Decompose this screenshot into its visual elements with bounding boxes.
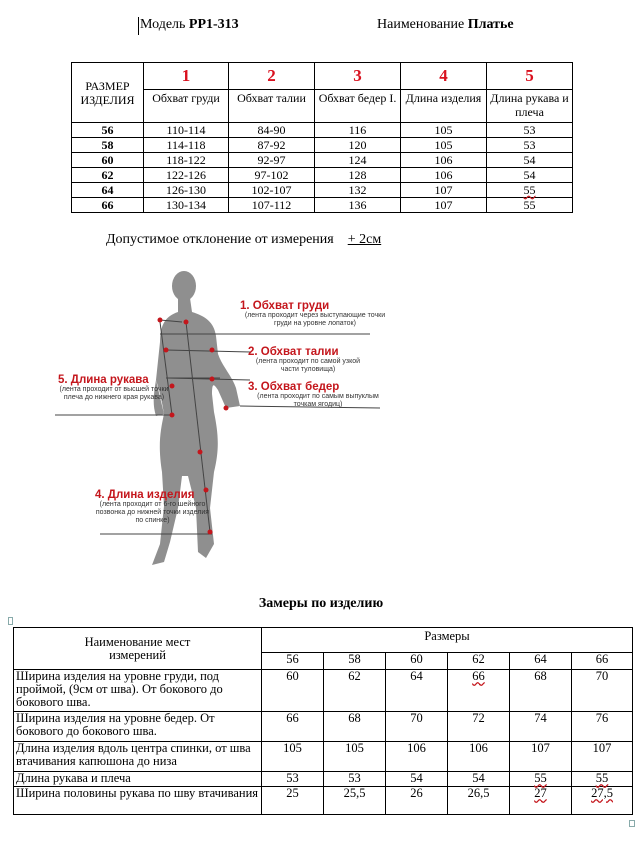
value-cell: 55 — [487, 183, 573, 198]
measure-value: 105 — [324, 742, 386, 772]
tolerance-text: Допустимое отклонение от измерения — [106, 232, 334, 247]
label-hips-sub: (лента проходит по самым выпуклым точкам ягодиц) — [257, 393, 379, 408]
measure-value: 72 — [448, 712, 510, 742]
name-label: Наименование — [377, 17, 465, 32]
size-corner-header: РАЗМЕР ИЗДЕЛИЯ — [72, 63, 144, 123]
tolerance-value: + 2см — [347, 232, 382, 247]
measure-value: 53 — [324, 772, 386, 787]
sizes-header: Размеры — [262, 628, 633, 653]
value-cell: 124 — [315, 153, 401, 168]
measure-value: 27,5 — [572, 787, 633, 815]
table-row — [72, 138, 573, 153]
col-header-waist: Обхват талии — [229, 90, 315, 123]
col-number-2: 2 — [229, 63, 315, 90]
table-row — [14, 772, 633, 787]
label-chest-sub: (лента проходит через выступающие точки груди на уровне лопаток) — [244, 312, 386, 327]
value-cell: 53 — [487, 123, 573, 138]
measure-value: 70 — [386, 712, 448, 742]
measure-value: 53 — [262, 772, 324, 787]
measure-value: 66 — [448, 670, 510, 712]
value-cell: 120 — [315, 138, 401, 153]
value-cell: 107-112 — [229, 198, 315, 213]
col-number-1: 1 — [144, 63, 229, 90]
size-cell: 64 — [72, 183, 144, 198]
measure-value: 26,5 — [448, 787, 510, 815]
size-header-cell: 56 — [262, 653, 324, 670]
label-chest-title: 1. Обхват груди — [240, 300, 330, 312]
label-length — [95, 489, 210, 525]
size-cell: 58 — [72, 138, 144, 153]
value-cell: 122-126 — [144, 168, 229, 183]
measurements-title: Замеры по изделию — [258, 596, 384, 611]
table-row — [72, 168, 573, 183]
measure-value: 62 — [324, 670, 386, 712]
label-sleeve — [58, 374, 170, 402]
measure-value: 55 — [572, 772, 633, 787]
value-cell: 87-92 — [229, 138, 315, 153]
value-cell: 114-118 — [144, 138, 229, 153]
measure-value: 68 — [324, 712, 386, 742]
value-cell: 128 — [315, 168, 401, 183]
size-header-cell: 58 — [324, 653, 386, 670]
measure-value: 107 — [510, 742, 572, 772]
model-label: Модель — [140, 17, 186, 32]
measure-value: 25,5 — [324, 787, 386, 815]
table-row — [72, 123, 573, 138]
value-cell: 107 — [401, 183, 487, 198]
value-cell: 110-114 — [144, 123, 229, 138]
text-cursor — [138, 17, 139, 35]
col-number-3: 3 — [315, 63, 401, 90]
value-cell: 55 — [487, 198, 573, 213]
value-cell: 54 — [487, 168, 573, 183]
label-waist-title: 2. Обхват талии — [248, 346, 339, 358]
size-table — [71, 62, 573, 213]
table-row — [72, 198, 573, 213]
size-cell: 66 — [72, 198, 144, 213]
label-sleeve-sub: (лента проходит от высшей точки плеча до нижнего края рукава) — [59, 386, 169, 401]
size-header-cell: 64 — [510, 653, 572, 670]
anchor-mark — [8, 617, 13, 625]
measure-value: 76 — [572, 712, 633, 742]
size-header-cell: 62 — [448, 653, 510, 670]
size-cell: 62 — [72, 168, 144, 183]
measure-name: Ширина половины рукава по шву втачивания — [14, 787, 262, 815]
measure-name: Ширина изделия на уровне груди, под проймой, (9см от шва). От бокового до бокового шва. — [14, 670, 262, 712]
measure-value: 105 — [262, 742, 324, 772]
measure-value: 64 — [386, 670, 448, 712]
col-header-sleeve: Длина рукава и плеча — [487, 90, 573, 123]
measure-value: 25 — [262, 787, 324, 815]
name-line — [377, 17, 514, 33]
value-cell: 54 — [487, 153, 573, 168]
measure-value: 107 — [572, 742, 633, 772]
label-length-title: 4. Длина изделия — [95, 489, 195, 501]
table-row — [14, 670, 633, 712]
label-chest — [240, 300, 390, 328]
col-header-chest: Обхват груди — [144, 90, 229, 123]
value-cell: 126-130 — [144, 183, 229, 198]
value-cell: 116 — [315, 123, 401, 138]
value-cell: 84-90 — [229, 123, 315, 138]
label-waist-sub: (лента проходит по самой узкой части туловища) — [255, 358, 361, 373]
measure-name: Длина рукава и плеча — [14, 772, 262, 787]
measure-value: 70 — [572, 670, 633, 712]
value-cell: 118-122 — [144, 153, 229, 168]
place-header: Наименование мест измерений — [14, 628, 262, 670]
measure-value: 54 — [386, 772, 448, 787]
value-cell: 105 — [401, 138, 487, 153]
measure-value: 106 — [386, 742, 448, 772]
table-row — [14, 712, 633, 742]
value-cell: 105 — [401, 123, 487, 138]
size-header-cell: 60 — [386, 653, 448, 670]
size-cell: 60 — [72, 153, 144, 168]
table-row — [72, 153, 573, 168]
model-value: РР1-313 — [188, 17, 239, 32]
col-header-length: Длина изделия — [401, 90, 487, 123]
value-cell: 53 — [487, 138, 573, 153]
size-cell: 56 — [72, 123, 144, 138]
measure-value: 54 — [448, 772, 510, 787]
table-resize-handle[interactable] — [629, 820, 635, 827]
size-header-cell: 66 — [572, 653, 633, 670]
name-value: Платье — [467, 17, 514, 32]
measure-value: 27 — [510, 787, 572, 815]
label-sleeve-title: 5. Длина рукава — [58, 374, 149, 386]
measure-value: 26 — [386, 787, 448, 815]
value-cell: 106 — [401, 153, 487, 168]
measure-name: Длина изделия вдоль центра спинки, от шва втачивания капюшона до низа — [14, 742, 262, 772]
measure-value: 60 — [262, 670, 324, 712]
value-cell: 132 — [315, 183, 401, 198]
label-hips-title: 3. Обхват бедер — [248, 381, 340, 393]
measure-value: 68 — [510, 670, 572, 712]
measure-value: 106 — [448, 742, 510, 772]
label-length-sub: (лента проходит от 6-го шейного позвонка до нижней точки изделия по спинке) — [95, 501, 210, 524]
value-cell: 92-97 — [229, 153, 315, 168]
col-number-4: 4 — [401, 63, 487, 90]
table-row — [14, 742, 633, 772]
col-number-5: 5 — [487, 63, 573, 90]
value-cell: 106 — [401, 168, 487, 183]
col-header-hips: Обхват бедер I. — [315, 90, 401, 123]
label-waist — [248, 346, 368, 374]
label-hips — [248, 381, 388, 409]
measure-name: Ширина изделия на уровне бедер. От бокового до бокового шва. — [14, 712, 262, 742]
value-cell: 102-107 — [229, 183, 315, 198]
measure-value: 55 — [510, 772, 572, 787]
measure-value: 66 — [262, 712, 324, 742]
value-cell: 130-134 — [144, 198, 229, 213]
value-cell: 97-102 — [229, 168, 315, 183]
table-row — [72, 183, 573, 198]
value-cell: 107 — [401, 198, 487, 213]
table-row — [14, 787, 633, 815]
measure-value: 74 — [510, 712, 572, 742]
tolerance-note — [106, 232, 381, 248]
value-cell: 136 — [315, 198, 401, 213]
measurements-table — [13, 627, 633, 815]
model-line — [140, 17, 239, 33]
